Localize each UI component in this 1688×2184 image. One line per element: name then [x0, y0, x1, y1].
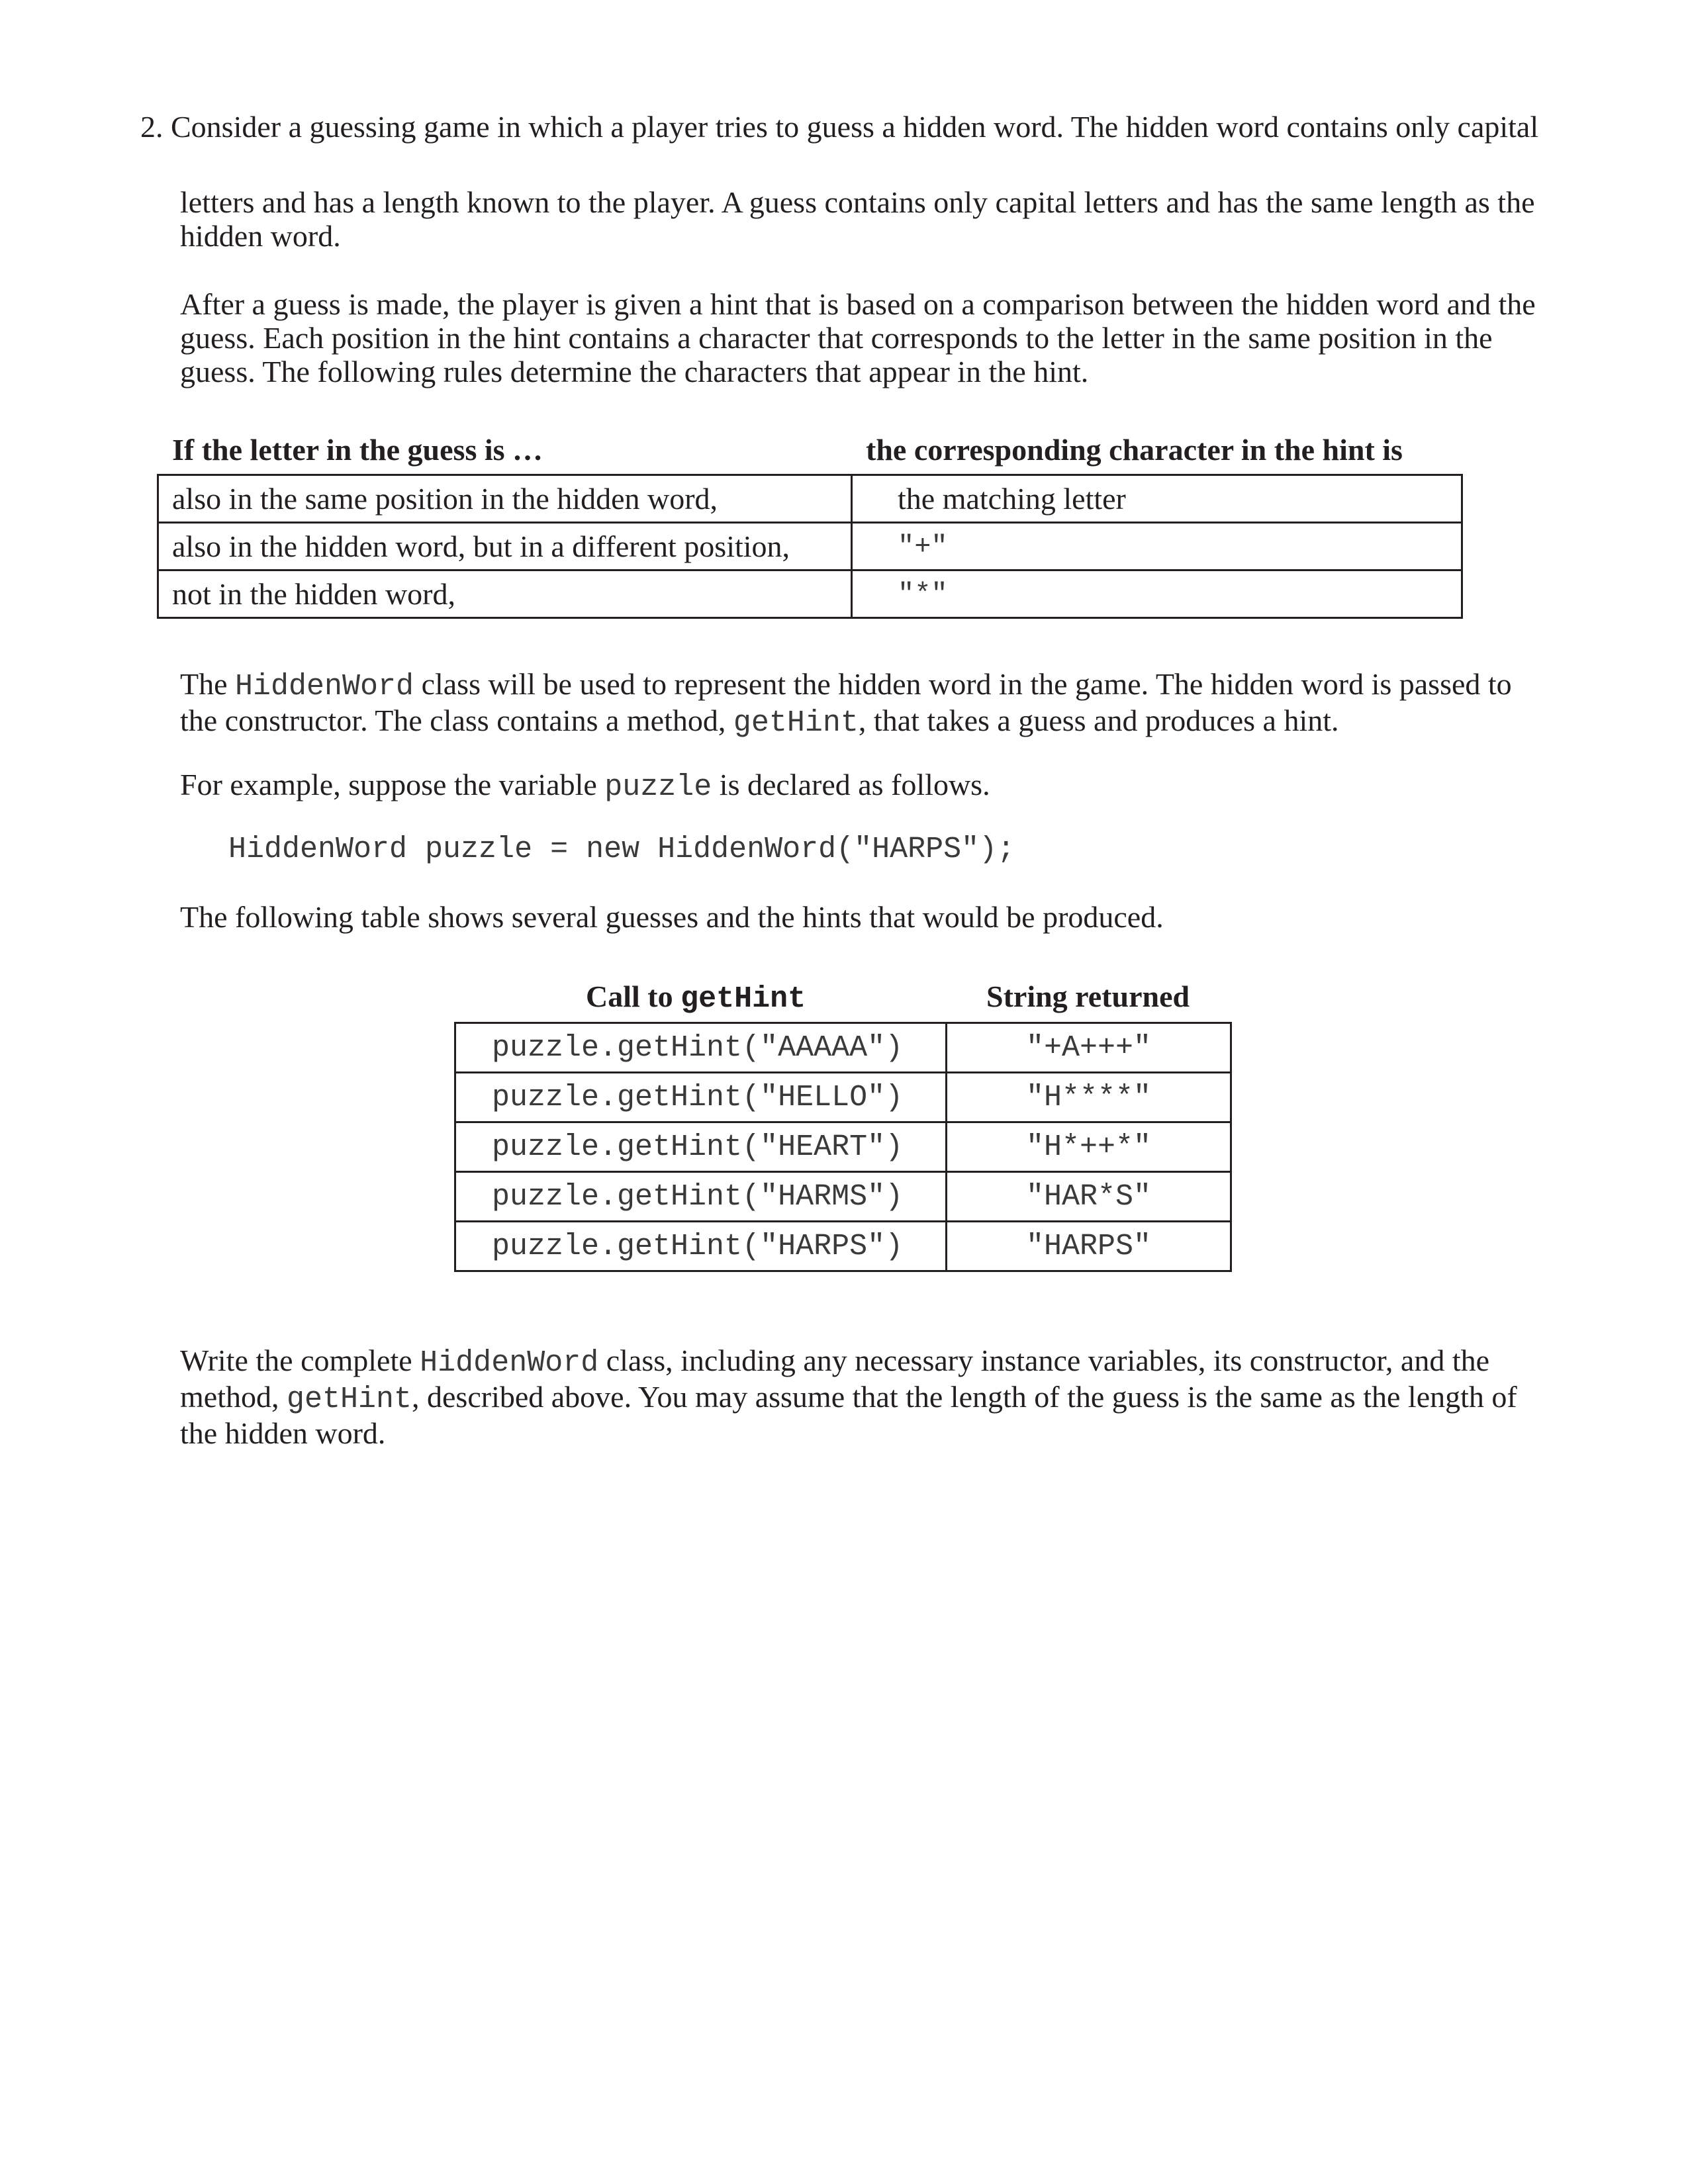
example-call: puzzle.getHint("HELLO")	[455, 1073, 947, 1122]
text: , that takes a guess and produces a hint.	[858, 704, 1339, 737]
examples-header-returned: String returned	[986, 979, 1190, 1013]
text: For example, suppose the variable	[180, 768, 605, 801]
code-variable-name: puzzle	[604, 770, 712, 804]
examples-row	[455, 1023, 1231, 1073]
text: , described above. You may assume that the length of the guess is the same as the length of the hidden word.	[180, 1380, 1517, 1450]
text: Write the complete	[180, 1343, 420, 1377]
rules-table	[157, 474, 1463, 619]
question-intro: 2. Consider a guessing game in which a player tries to guess a hidden word. The hidden word contains only capital	[140, 110, 1539, 144]
para-hidden-word-description: letters and has a length known to the player. A guess contains only capital letters and has the same length as the hidden word.	[180, 185, 1535, 253]
code-method-name: getHint	[733, 706, 859, 740]
para-task-instructions	[180, 1343, 1544, 1450]
examples-table	[454, 1022, 1232, 1272]
para-table-intro: The following table shows several guesses and the hints that would be produced.	[180, 900, 1164, 934]
text: class will be used to represent the hidden word in the game. The hidden word is passed to the constructor. The class contains a method,	[180, 667, 1512, 737]
rules-row	[158, 570, 1462, 618]
example-call: puzzle.getHint("HARPS")	[455, 1222, 947, 1271]
example-call: puzzle.getHint("AAAAA")	[455, 1023, 947, 1073]
rules-result: "+"	[852, 523, 1462, 570]
para-hint-description: After a guess is made, the player is given a hint that is based on a comparison between the hidden word and the guess. Each position in the hint contains a character that corresponds to the letter in the same position in the guess. The following rules determine the characters that appear in the hint.	[180, 287, 1536, 388]
rules-row	[158, 475, 1462, 523]
examples-header-call	[586, 979, 806, 1016]
examples-row	[455, 1073, 1231, 1122]
rules-result: the matching letter	[852, 475, 1462, 523]
example-call: puzzle.getHint("HEART")	[455, 1122, 947, 1172]
rules-condition: also in the same position in the hidden word,	[158, 475, 852, 523]
text: class, including any necessary instance variables, its constructor, and the method,	[180, 1343, 1490, 1414]
code-method-name: getHint	[286, 1383, 412, 1416]
rules-condition: not in the hidden word,	[158, 570, 852, 618]
text: is declared as follows.	[712, 768, 990, 801]
para-example-intro	[180, 768, 1544, 804]
example-returned: "+A+++"	[947, 1023, 1231, 1073]
rules-row	[158, 523, 1462, 570]
code-class-name: HiddenWord	[235, 670, 414, 704]
rules-header-guess-letter: If the letter in the guess is …	[172, 433, 543, 467]
example-call: puzzle.getHint("HARMS")	[455, 1172, 947, 1222]
examples-row	[455, 1172, 1231, 1222]
rules-condition: also in the hidden word, but in a different position,	[158, 523, 852, 570]
examples-row	[455, 1222, 1231, 1271]
text: The	[180, 667, 236, 701]
rules-result: "*"	[852, 570, 1462, 618]
code-declaration: HiddenWord puzzle = new HiddenWord("HARPS");	[228, 833, 1015, 866]
examples-row	[455, 1122, 1231, 1172]
code-method-name: getHint	[680, 982, 806, 1016]
code-class-name: HiddenWord	[420, 1346, 599, 1380]
example-returned: "H****"	[947, 1073, 1231, 1122]
para-class-description	[180, 667, 1544, 740]
example-returned: "H*++*"	[947, 1122, 1231, 1172]
example-returned: "HAR*S"	[947, 1172, 1231, 1222]
example-returned: "HARPS"	[947, 1222, 1231, 1271]
text: Call to	[586, 979, 681, 1013]
rules-header-hint-character: the corresponding character in the hint is	[866, 433, 1403, 467]
